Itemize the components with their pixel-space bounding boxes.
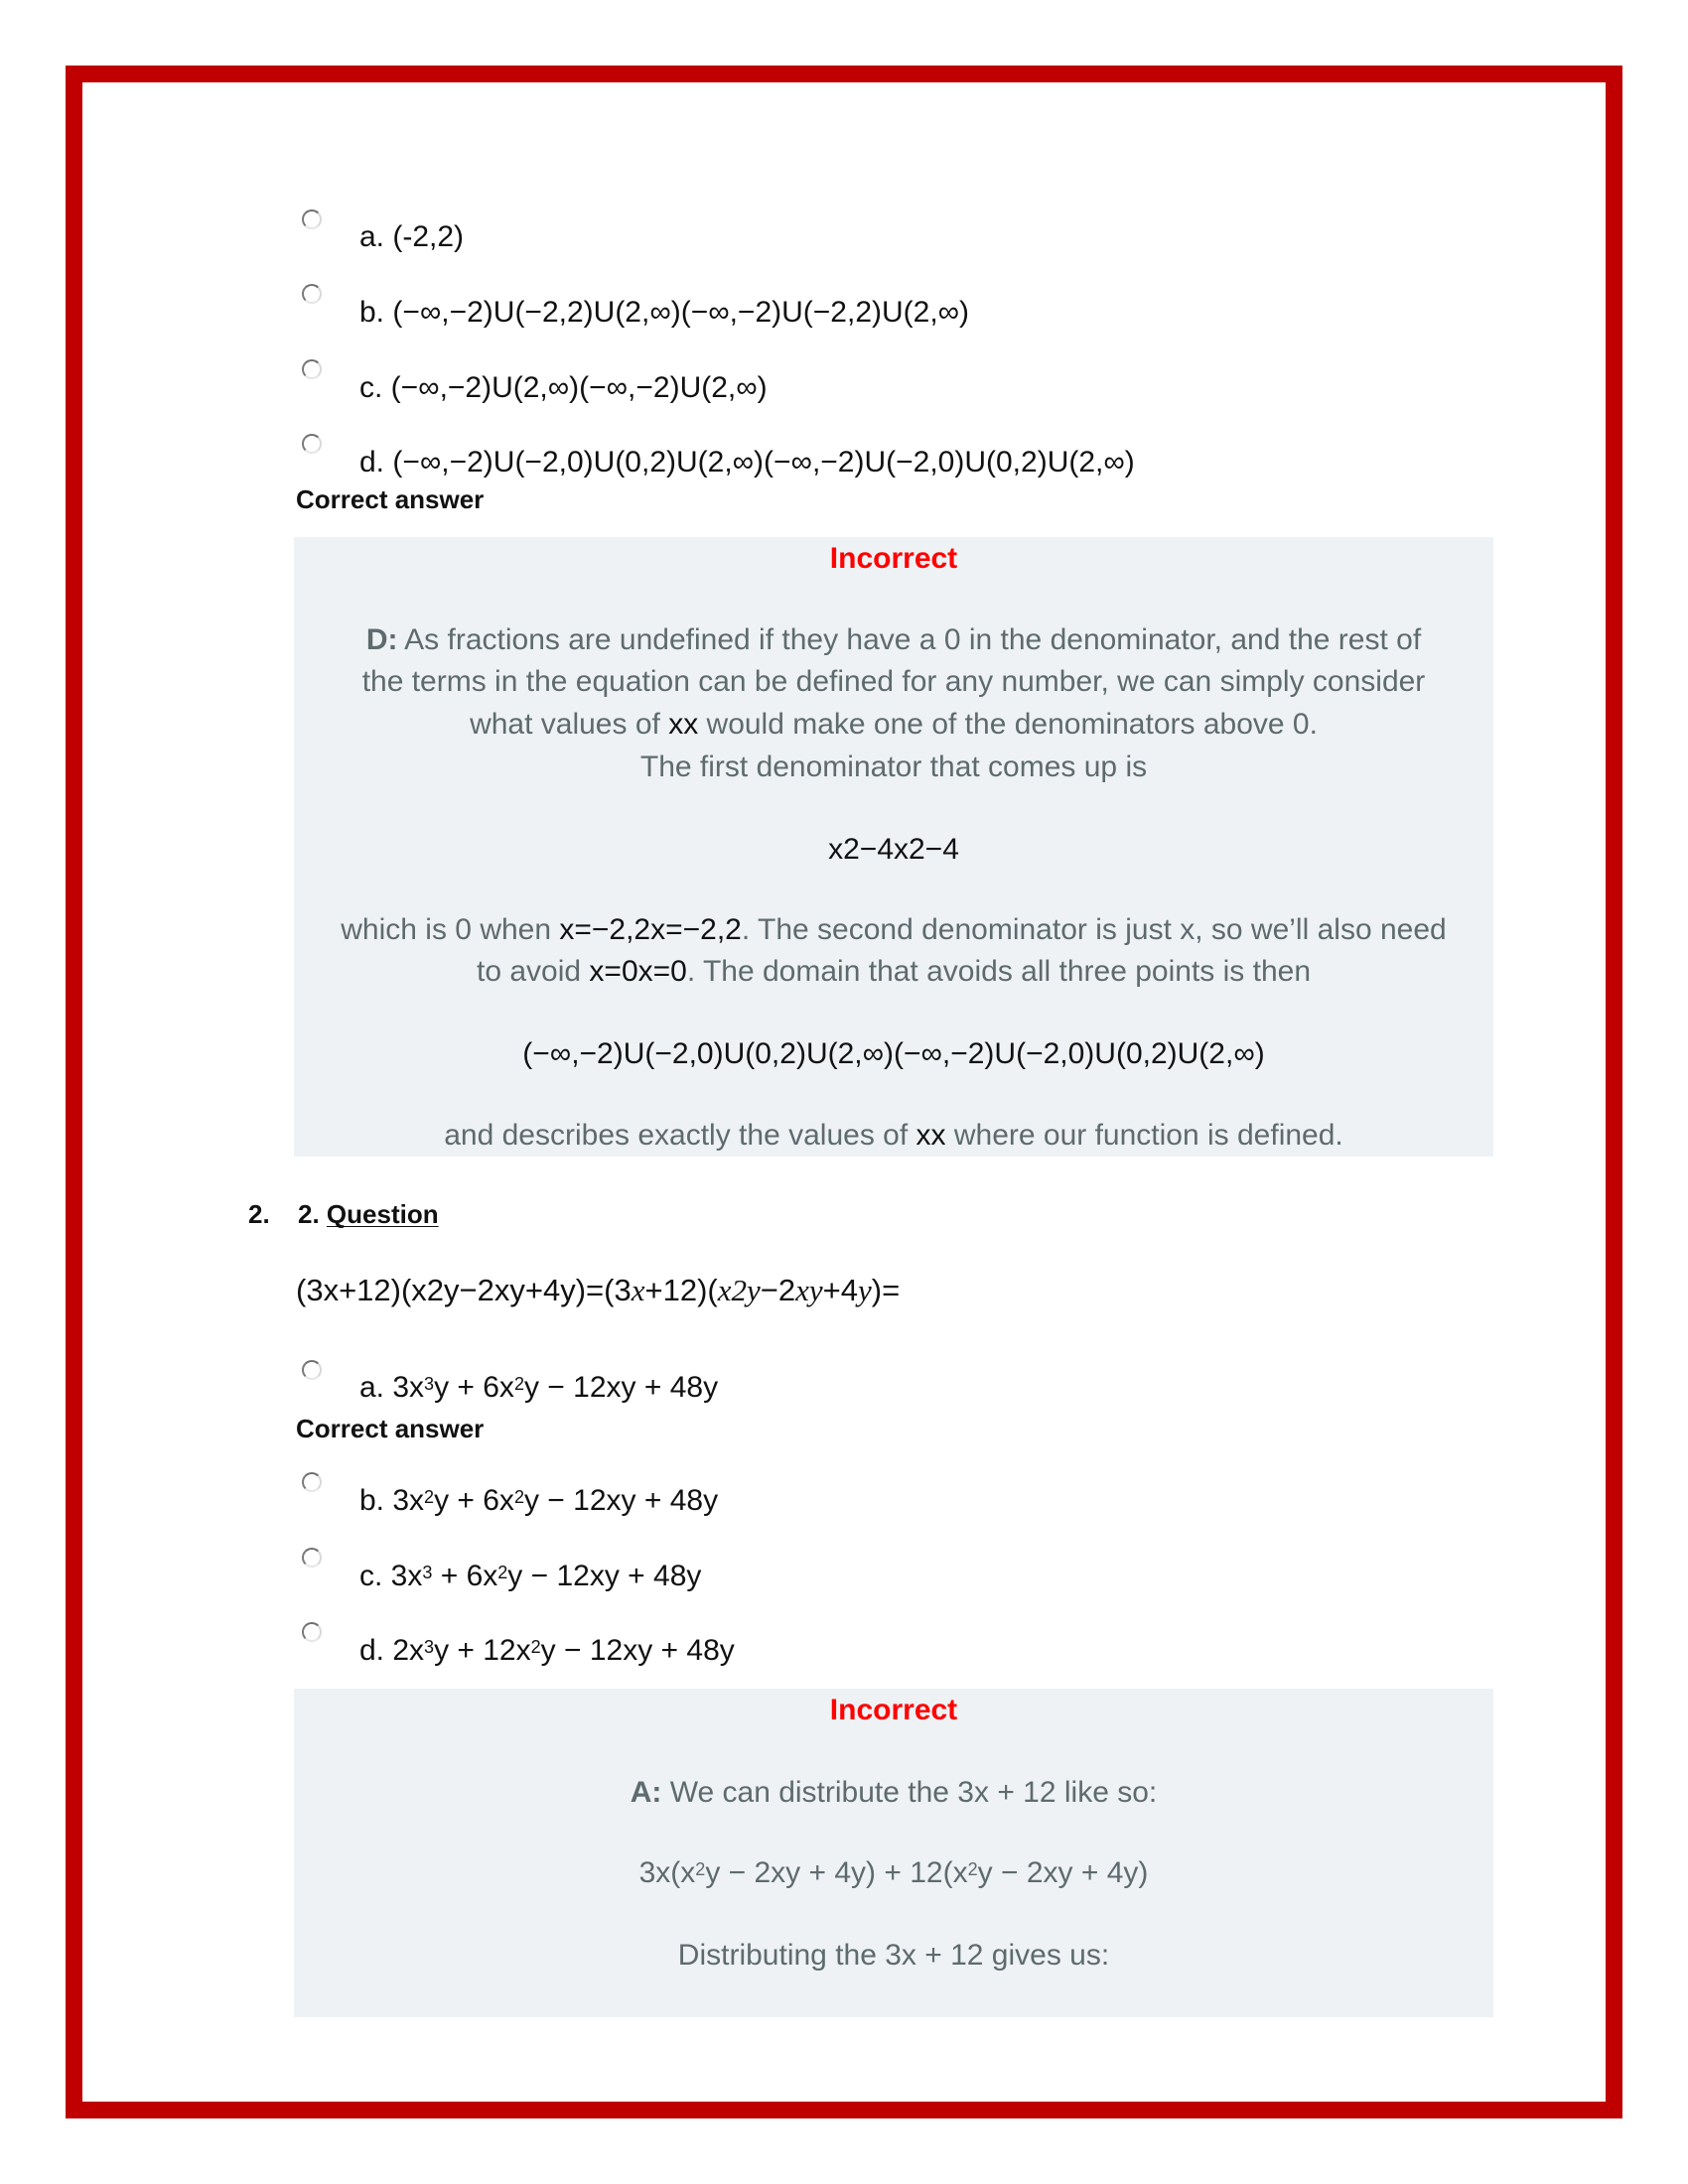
q1-feedback-line5 [294, 910, 1493, 950]
q1-feedback-line6 [294, 952, 1493, 992]
t: y + 12x [434, 1634, 531, 1667]
q2-option-c-radio[interactable] [302, 1548, 322, 1568]
q2-option-d-label[interactable] [359, 1633, 735, 1669]
expr: y [858, 1273, 872, 1307]
q2-title-word: Question [326, 1199, 439, 1229]
expr: (3x+12)(x2y−2xy+4y)=(3 [296, 1273, 632, 1307]
text: which is 0 when [341, 913, 560, 946]
expr: )= [871, 1273, 901, 1307]
q1-feedback-line1 [294, 620, 1493, 660]
t: 2 [695, 1859, 706, 1879]
q1-option-a-label[interactable]: a. (-2,2) [359, 220, 465, 253]
t: y + 6x [434, 1484, 514, 1517]
q1-option-c-radio[interactable] [302, 359, 322, 379]
q2-title [298, 1199, 439, 1230]
t: y − 12xy + 48y [540, 1634, 735, 1667]
q1-feedback-status: Incorrect [829, 542, 958, 575]
t: + 6x [432, 1560, 498, 1592]
expr: x2y [717, 1273, 761, 1307]
q2-option-c-label[interactable] [359, 1559, 701, 1594]
q1-feedback-line2: the terms in the equation can be defined for any number, we can simply consider [361, 665, 1426, 698]
t: b. 3x [359, 1484, 425, 1517]
q2-list-number: 2. [248, 1199, 270, 1229]
t: y − 2xy + 4y) + 12(x [705, 1856, 968, 1889]
q2-answer-letter: A: [630, 1776, 662, 1809]
math-xx: xx [915, 1119, 946, 1152]
q1-feedback-line3 [294, 705, 1493, 745]
expr: −2 [760, 1273, 796, 1307]
q2-title-prefix: 2. [298, 1199, 327, 1229]
t: a. 3x [359, 1371, 425, 1404]
text: would make one of the denominators above 0. [698, 708, 1318, 741]
q1-option-b-label[interactable]: b. (−∞,−2)U(−2,2)U(2,∞)(−∞,−2)U(−2,2)U(2,∞) [359, 296, 970, 329]
t: 3 [424, 1637, 435, 1657]
q1-correct-answer-label: Correct answer [296, 484, 485, 514]
q1-answer-letter: D: [365, 623, 398, 656]
q2-option-a-label[interactable] [359, 1370, 718, 1406]
t: 2 [424, 1487, 435, 1507]
q2-option-b-radio[interactable] [302, 1472, 322, 1492]
q2-feedback-box [294, 1689, 1493, 2017]
text: to avoid [477, 955, 590, 988]
t: 2 [513, 1374, 524, 1394]
t: 2 [497, 1563, 508, 1582]
t: 2 [513, 1487, 524, 1507]
q1-feedback-formula: x2−4x2−4 [828, 833, 959, 866]
q2-feedback-line1 [294, 1773, 1493, 1813]
q2-correct-answer-label: Correct answer [296, 1414, 485, 1443]
q1-option-a-radio[interactable] [302, 209, 322, 229]
q2-feedback-status: Incorrect [829, 1694, 958, 1726]
t: y − 2xy + 4y) [977, 1856, 1149, 1889]
q1-option-c-label[interactable]: c. (−∞,−2)U(2,∞)(−∞,−2)U(2,∞) [359, 371, 768, 404]
q1-feedback-text: As fractions are undefined if they have a 0 in the denominator, and the rest of [397, 623, 1422, 656]
text: . The second denominator is just x, so we’ll also need [741, 913, 1447, 946]
expr: +4 [822, 1273, 858, 1307]
t: d. 2x [359, 1634, 425, 1667]
t: y − 12xy + 48y [507, 1560, 702, 1592]
q1-feedback-box [294, 537, 1493, 1157]
q2-option-b-label[interactable] [359, 1483, 718, 1519]
t: y − 12xy + 48y [523, 1484, 719, 1517]
t: 2 [967, 1859, 978, 1879]
q2-option-d-radio[interactable] [302, 1622, 322, 1642]
expr: +12)( [644, 1273, 718, 1307]
t: y − 12xy + 48y [523, 1371, 719, 1404]
math-x-zero: x=0x=0 [589, 955, 687, 988]
q1-option-d-radio[interactable] [302, 434, 322, 454]
q1-option-d-label[interactable]: d. (−∞,−2)U(−2,0)U(0,2)U(2,∞)(−∞,−2)U(−2,0)U(0,2)U(2,∞) [359, 446, 1135, 478]
t: y + 6x [434, 1371, 514, 1404]
q1-feedback-domain: (−∞,−2)U(−2,0)U(0,2)U(2,∞)(−∞,−2)U(−2,0)U(0,2)U(2,∞) [522, 1037, 1265, 1070]
text: what values of [470, 708, 669, 741]
q2-expression [296, 1273, 900, 1308]
t: c. 3x [359, 1560, 423, 1592]
t: 3 [424, 1374, 435, 1394]
text: where our function is defined. [945, 1119, 1343, 1152]
q1-option-b-radio[interactable] [302, 284, 322, 304]
t: 3 [422, 1563, 433, 1582]
q1-feedback-line4: The first denominator that comes up is [639, 751, 1148, 783]
expr: x [631, 1273, 645, 1307]
expr: xy [795, 1273, 823, 1307]
text: and describes exactly the values of [444, 1119, 916, 1152]
text: . The domain that avoids all three points is then [686, 955, 1311, 988]
q1-feedback-line7 [294, 1116, 1493, 1156]
t: 3x(x [638, 1856, 696, 1889]
q2-feedback-line2: Distributing the 3x + 12 gives us: [677, 1939, 1110, 1972]
q2-feedback-formula [294, 1853, 1493, 1893]
math-xx: xx [668, 708, 699, 741]
t: 2 [530, 1637, 541, 1657]
text: We can distribute the 3x + 12 like so: [661, 1776, 1158, 1809]
math-x-values: x=−2,2x=−2,2 [559, 913, 742, 946]
q2-option-a-radio[interactable] [302, 1360, 322, 1380]
